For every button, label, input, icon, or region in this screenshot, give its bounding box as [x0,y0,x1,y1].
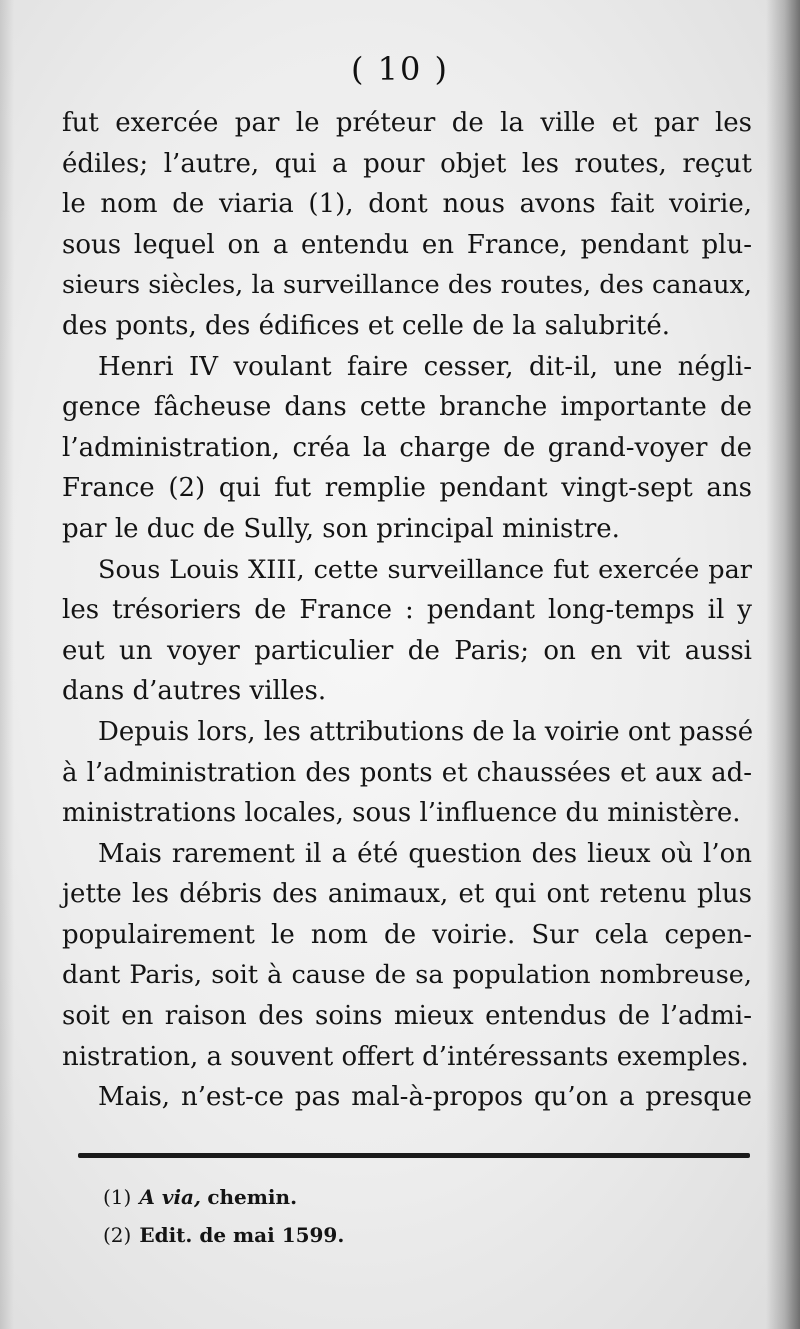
page-edge-shadow [766,0,800,1329]
text-line: gence fâcheuse dans cette branche importante de [62,392,752,423]
text-line: sieurs siècles, la surveillance des routes, des canaux, [62,270,752,301]
text-line: France (2) qui fut remplie pendant vingt-sept ans [62,473,752,504]
text-line: les trésoriers de France : pendant long-temps il y [62,595,752,626]
text-line: populairement le nom de voirie. Sur cela cepen- [62,919,752,950]
text-line: édiles; l’autre, qui a pour objet les routes, reçut [62,148,752,179]
footnote-text: Edit. de mai 1599. [139,1223,345,1247]
text-line: jette les débris des animaux, et qui ont retenu plus [62,879,752,910]
text-line: Henri IV voulant faire cesser, dit-il, une négli- [98,351,752,382]
text-line: Mais rarement il a été question des lieux où l’on [98,838,752,869]
page-number: ( 10 ) [350,50,450,88]
text-line: ministrations locales, sous l’influence du ministère. [62,798,741,829]
footnote [103,1178,703,1216]
body-text [62,103,752,1118]
text-line: Sous Louis XIII, cette surveillance fut exercée par [98,554,752,585]
text-line: des ponts, des édifices et celle de la salubrité. [62,310,670,341]
text-line: soit en raison des soins mieux entendus de l’admi- [62,1001,752,1032]
text-line: nistration, a souvent offert d’intéressants exemples. [62,1041,749,1072]
footnote-marker: (2) [103,1223,132,1247]
text-line: fut exercée par le préteur de la ville et par les [62,108,752,138]
text-line: le nom de viaria (1), dont nous avons fait voirie, [62,189,752,220]
footnote-text: chemin. [207,1185,298,1209]
text-line: dans d’autres villes. [62,676,327,707]
text-line: Depuis lors, les attributions de la voirie ont passé [98,716,754,747]
footnote [103,1216,703,1254]
footnotes [103,1178,703,1254]
text-line: sous lequel on a entendu en France, pendant plu- [62,229,752,260]
footnote-marker: (1) [103,1185,132,1209]
text-line: dant Paris, soit à cause de sa population nombreuse, [62,960,752,991]
text-line: à l’administration des ponts et chaussées et aux ad- [62,757,752,788]
text-line: par le duc de Sully, son principal ministre. [62,513,620,544]
text-line: eut un voyer particulier de Paris; on en vit aussi [62,635,752,666]
text-line: Mais, n’est-ce pas mal-à-propos qu’on a presque [98,1082,752,1113]
footnote-separator-rule [78,1153,750,1158]
page-gutter-shadow [0,0,14,1329]
footnote-source: A via, [139,1185,201,1209]
text-line: l’administration, créa la charge de grand-voyer de [62,432,752,463]
